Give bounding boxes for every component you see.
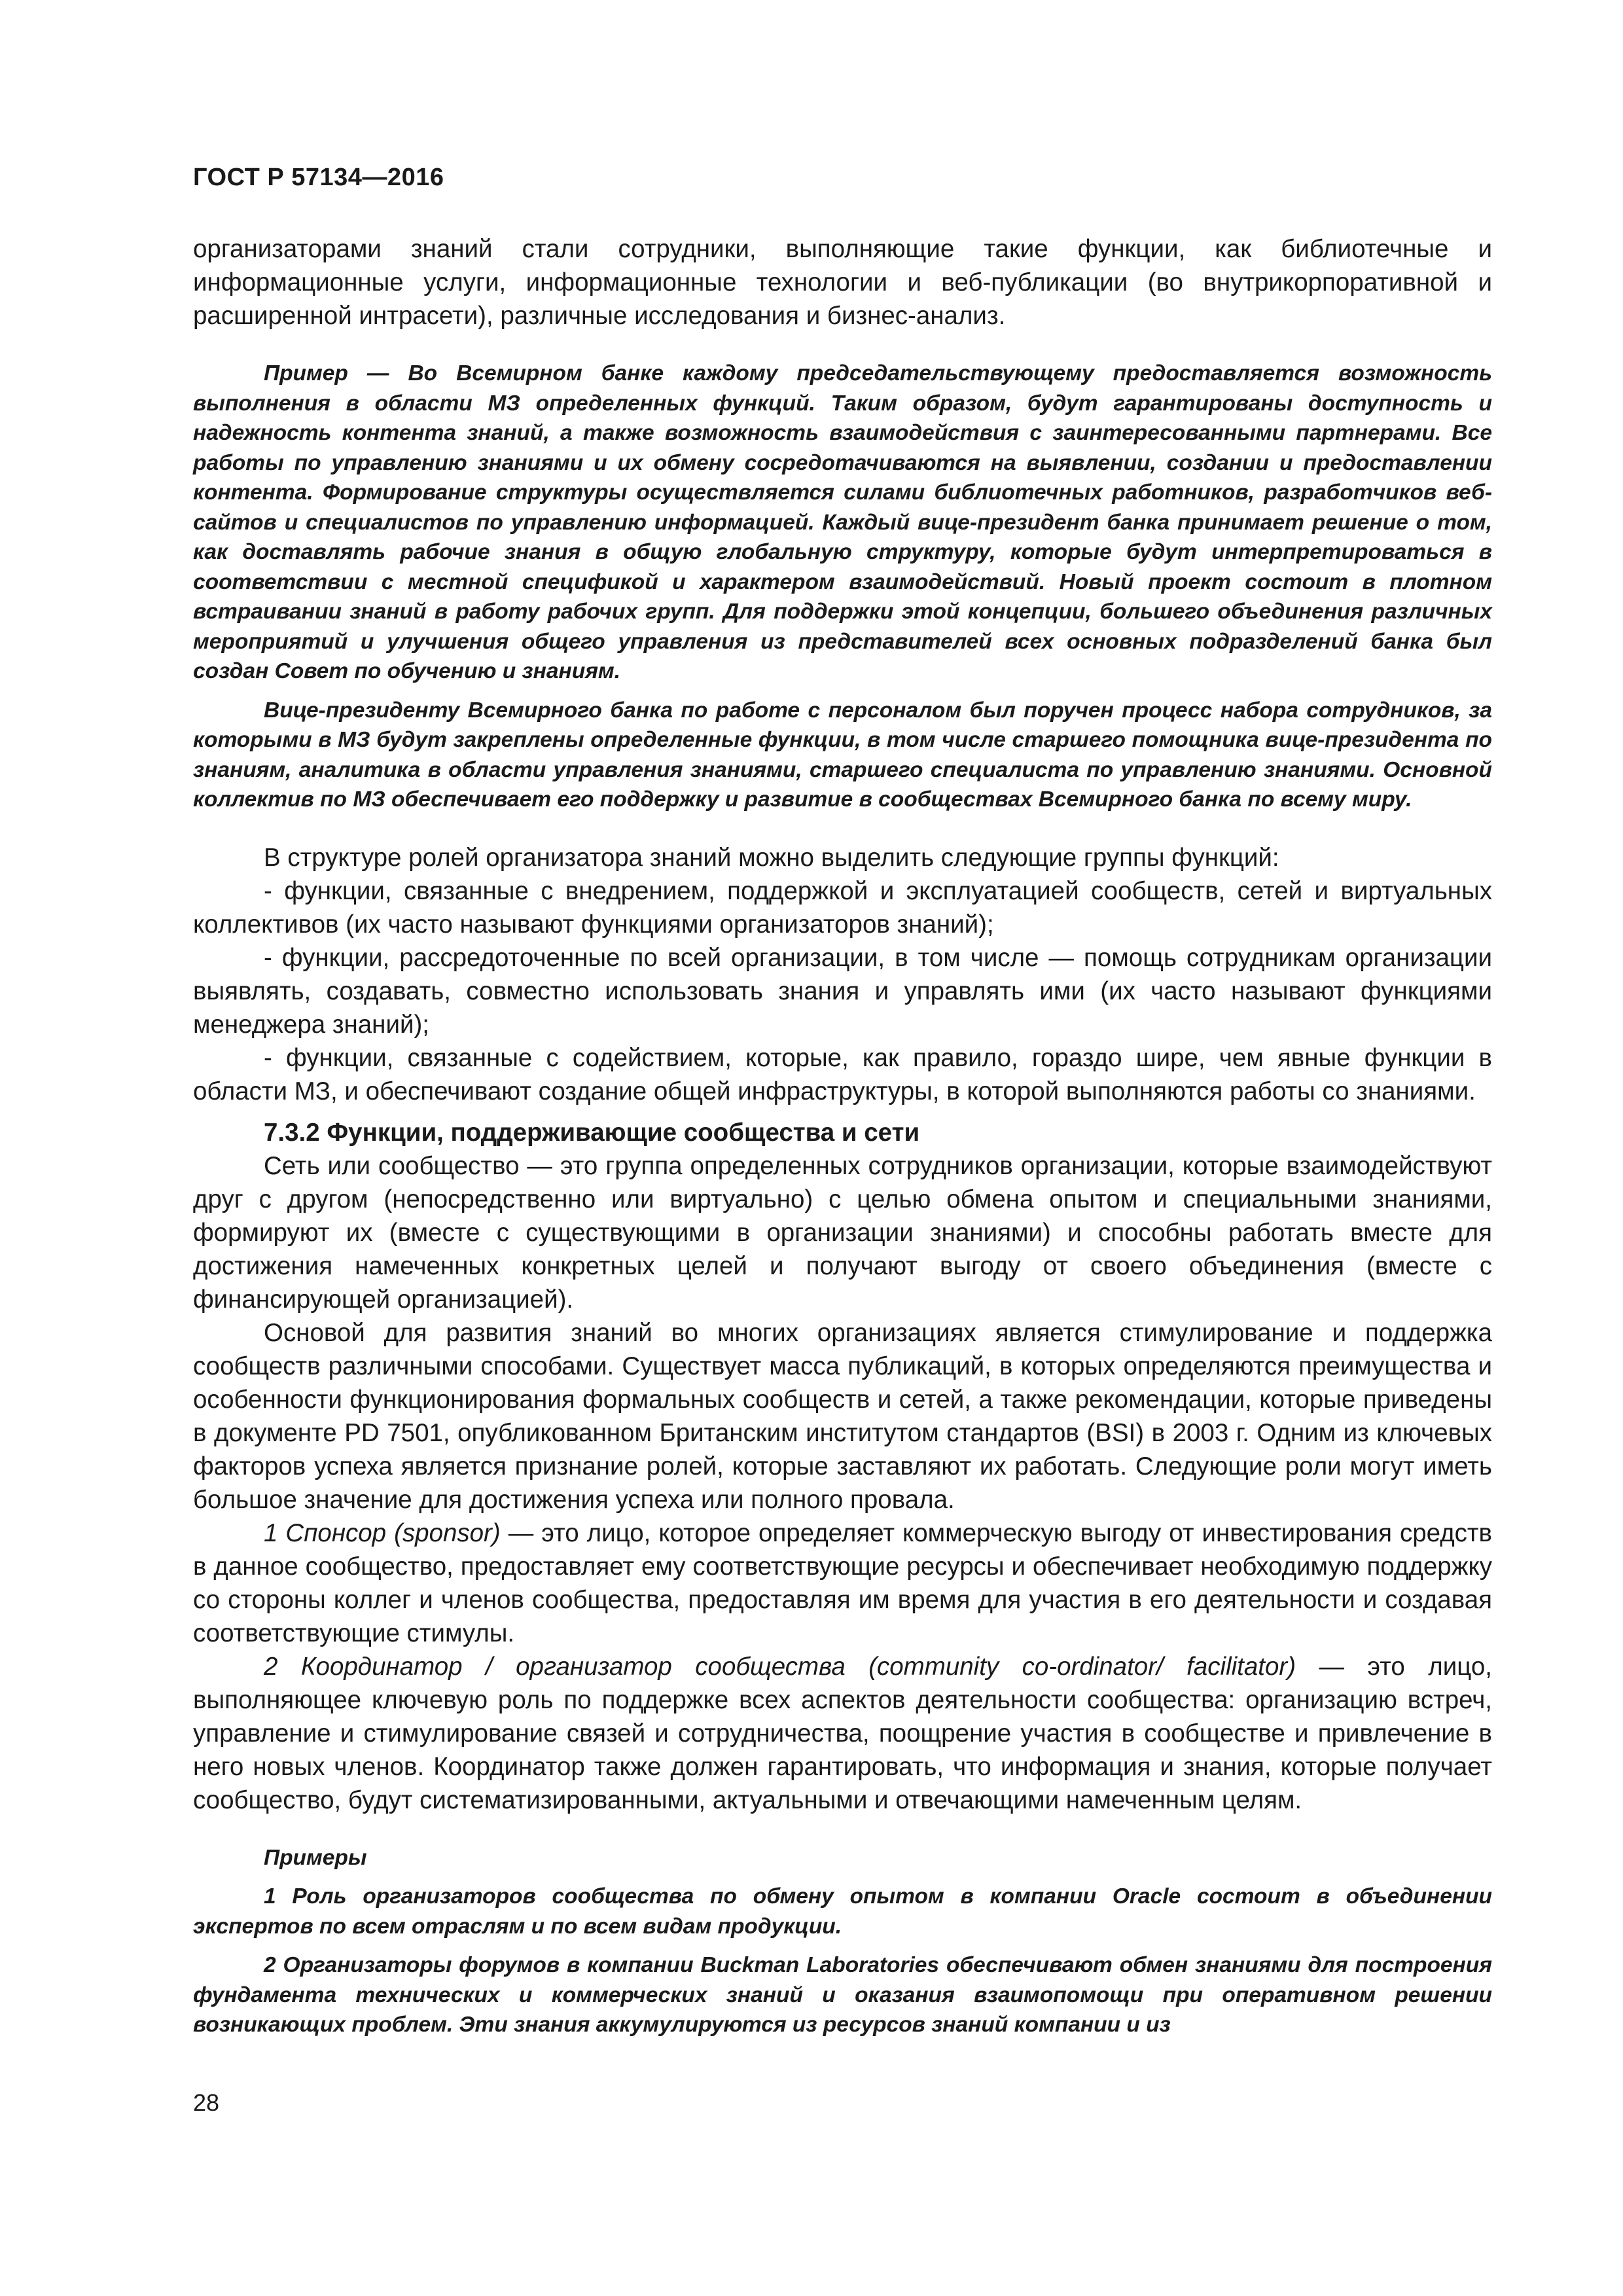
document-page [193, 164, 1492, 2040]
example-buckman: 2 Организаторы форумов в компании Buckman Laboratories обеспечивают обмен знаниями для построения фундамента технических и коммерческих знаний и оказания взаимопомощи при оперативном решении возникающих проблем. Эти знания аккумулируются из ресурсов знаний компании и из [193, 1953, 1492, 2037]
section-heading: 7.3.2 Функции, поддерживающие сообщества и сети [264, 1118, 920, 1147]
role-item-3: - функции, связанные с содействием, которые, как правило, гораздо шире, чем явные функции в области МЗ, и обеспечивают создание общей инфраструктуры, в которой выполняются работы со знаниями. [193, 1043, 1492, 1105]
example-world-bank: Пример — Во Всемирном банке каждому председательствующему предоставляется возможность выполнения в области МЗ определенных функций. Таким образом, будут гарантированы доступность и надежность контента знаний, а также возможность взаимодействия с заинтересованными партнерами. Все работы по управлению знаниями и их обмену сосредотачиваются на выявлении, создании и предоставлении контента. Формирование структуры осуществляется силами библиотечных работников, разработчиков веб-сайтов и специалистов по управлению информацией. Каждый вице-президент банка принимает решение о том, как доставлять рабочие знания в общую глобальную структуру, которые будут интерпретироваться в соответствии с местной спецификой и характером взаимодействий. Новый проект состоит в плотном встраивании знаний в работу рабочих групп. Для поддержки этой концепции, большего объединения различных мероприятий и улучшения общего управления из представителей всех основных подразделений банка был создан Совет по обучению и знаниям. [193, 361, 1492, 683]
coordinator-text: — это лицо, выполняющее ключевую роль по поддержке всех аспектов деятельности сообщества: организацию встреч, управление и стимулирование связей и сотрудничества, поощрение участия в сообществе и привлечение в него новых членов. Координатор также должен гарантировать, что информация и знания, которые получает сообщество, будут систематизированными, актуальными и отвечающими намеченным целям. [193, 1652, 1492, 1814]
roles-intro: В структуре ролей организатора знаний можно выделить следующие группы функций: [264, 843, 1279, 872]
page-number: 28 [193, 2089, 220, 2116]
document-header: ГОСТ Р 57134—2016 [193, 164, 444, 191]
role-item-1: - функции, связанные с внедрением, поддержкой и эксплуатацией сообществ, сетей и виртуальных коллективов (их часто называют функциями организаторов знаний); [193, 876, 1492, 939]
intro-paragraph: организаторами знаний стали сотрудники, выполняющие такие функции, как библиотечные и информационные услуги, информационные технологии и веб-публикации (во внутрикорпоративной и расширенной интрасети), различные исследования и бизнес-анализ. [193, 235, 1492, 330]
examples-title: Примеры [264, 1845, 367, 1870]
paragraph-community: Сеть или сообщество — это группа определенных сотрудников организации, которые взаимодействуют друг с другом (непосредственно или виртуально) с целью обмена опытом и специальными знаниями, формируют их (вместе с существующими в организации знаниями) и способны работать вместе для достижения намеченных конкретных целей и получают выгоду от своего объединения (вместе с финансирующей организацией). [193, 1151, 1492, 1314]
sponsor-text: — это лицо, которое определяет коммерческую выгоду от инвестирования средств в данное сообщество, предоставляет ему соответствующие ресурсы и обеспечивает необходимую поддержку со стороны коллег и членов сообщества, предоставляя им время для участия в его деятельности и создавая соответствующие стимулы. [193, 1518, 1492, 1647]
role-item-2: - функции, рассредоточенные по всей организации, в том числе — помощь сотрудникам организации выявлять, создавать, совместно использовать знания и управлять ими (их часто называют функциями менеджера знаний); [193, 943, 1492, 1039]
paragraph-coordinator [193, 1650, 1492, 1817]
sponsor-term: 1 Спонсор (sponsor) [264, 1518, 501, 1547]
paragraph-support: Основой для развития знаний во многих организациях является стимулирование и поддержка сообществ различными способами. Существует масса публикаций, в которых определяются преимущества и особенности функционирования формальных сообществ и сетей, а также рекомендации, которые приведены в документе PD 7501, опубликованном Британским институтом стандартов (BSI) в 2003 г. Одним из ключевых факторов успеха является признание ролей, которые заставляют их работать. Следующие роли могут иметь большое значение для достижения успеха или полного провала. [193, 1318, 1492, 1514]
paragraph-sponsor [193, 1516, 1492, 1650]
example-world-bank-continued: Вице-президенту Всемирного банка по работе с персоналом был поручен процесс набора сотрудников, за которыми в МЗ будут закреплены определенные функции, в том числе старшего помощника вице-президента по знаниям, аналитика в области управления знаниями, старшего специалиста по управлению знаниями. Основной коллектив по МЗ обеспечивает его поддержку и развитие в сообществах Всемирного банка по всему миру. [193, 698, 1492, 812]
example-oracle: 1 Роль организаторов сообщества по обмену опытом в компании Oracle состоит в объединении экспертов по всем отраслям и по всем видам продукции. [193, 1884, 1492, 1939]
coordinator-term: 2 Координатор / организатор сообщества (community co-ordinator/ facilitator) [264, 1652, 1296, 1681]
